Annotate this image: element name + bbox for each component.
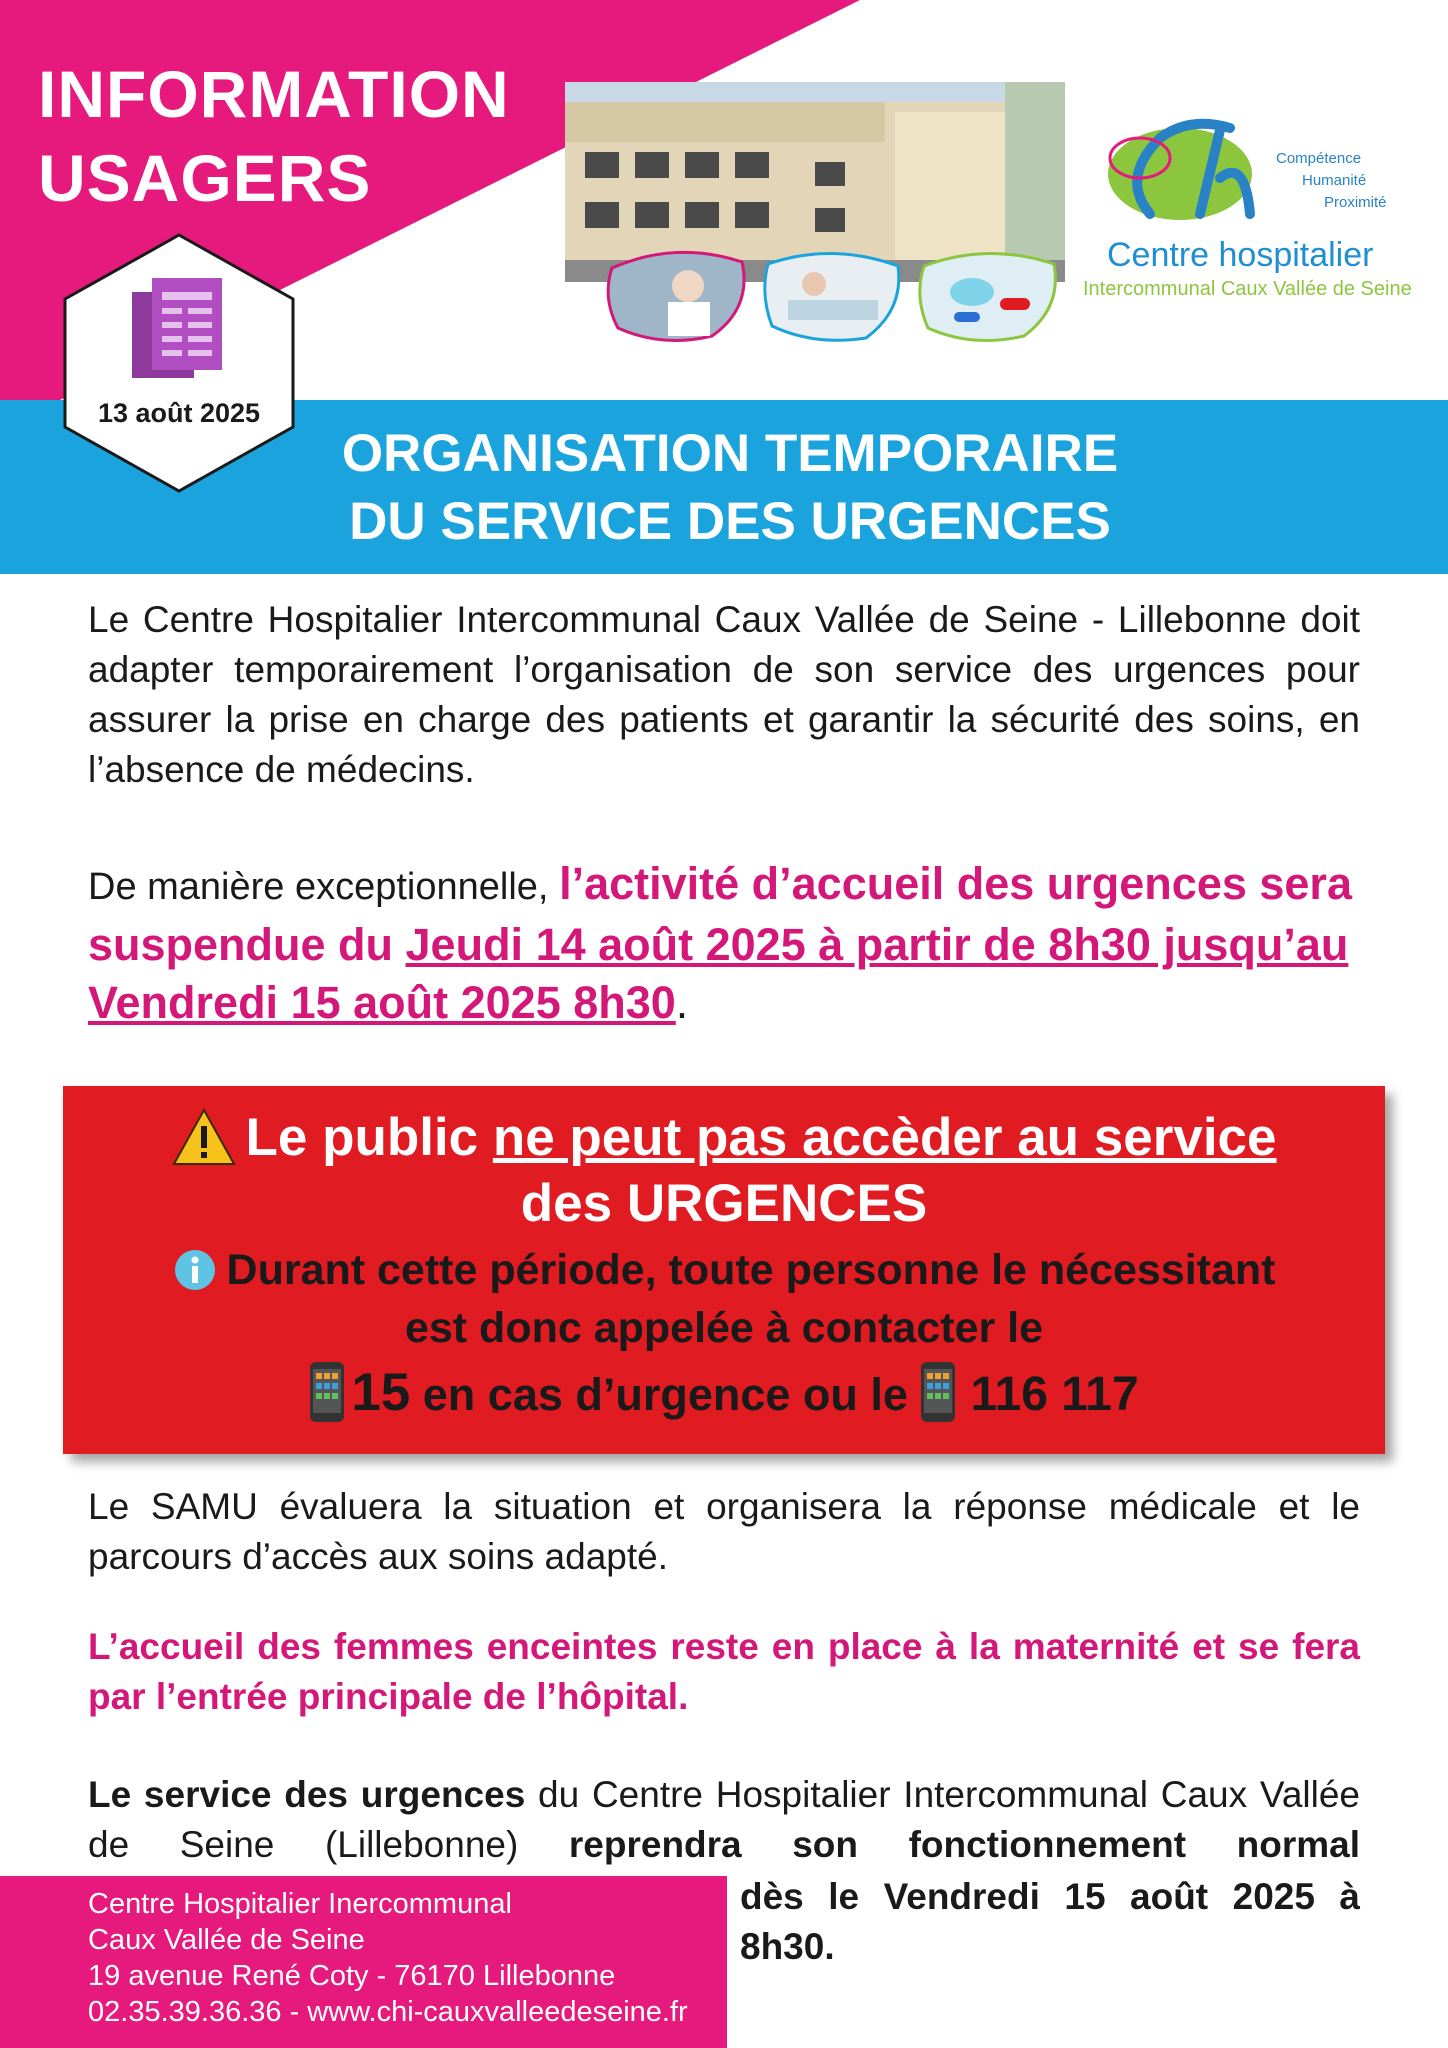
footer-line-2: Caux Vallée de Seine xyxy=(88,1924,365,1956)
alert-line-3 xyxy=(63,1242,1385,1298)
footer-address xyxy=(0,1876,727,2048)
alert-period-text: Durant cette période, toute personne le nécessitant xyxy=(226,1246,1276,1294)
phone-number-116117: 116 117 xyxy=(970,1368,1139,1421)
suspension-suffix: . xyxy=(675,977,689,1028)
alert-box xyxy=(63,1086,1385,1454)
patient-room-photo xyxy=(758,248,906,344)
suspension-prefix: De manière exceptionnelle, xyxy=(88,866,560,908)
closing-date: dès le Vendredi 15 août 2025 à 8h30. xyxy=(740,1876,1360,1967)
alert-or-text: en cas d’urgence ou le xyxy=(410,1369,921,1420)
medicine-pills-photo xyxy=(914,248,1062,344)
page-title-line-1: ORGANISATION TEMPORAIRE xyxy=(341,424,1119,483)
alert-line-5 xyxy=(63,1358,1385,1430)
logo-tag-humanite: Humanité xyxy=(1302,172,1367,189)
footer-line-3: 19 avenue René Coty - 76170 Lillebonne xyxy=(88,1960,616,1992)
closing-service-bold: Le service des urgences xyxy=(88,1774,526,1815)
closing-paragraph xyxy=(88,1770,1360,1870)
page-title xyxy=(260,420,1200,556)
logo-name: Centre hospitalier xyxy=(1107,236,1374,274)
document-icon xyxy=(132,278,222,378)
xray-doctor-photo xyxy=(602,248,750,344)
phone-icon xyxy=(920,1361,956,1423)
alert-no-access-text: ne peut pas accèder au service xyxy=(492,1108,1277,1167)
suspension-bold: l’activité d’accueil des urgences sera suspendue du xyxy=(88,858,1352,970)
suspension-paragraph xyxy=(88,855,1360,1032)
footer-line-1: Centre Hospitalier Inercommunal xyxy=(88,1888,512,1920)
logo-subtitle: Intercommunal Caux Vallée de Seine xyxy=(1083,278,1412,300)
maternity-paragraph: L’accueil des femmes enceintes reste en place à la maternité et se fera par l’entrée principale de l’hôpital. xyxy=(88,1626,1360,1717)
phone-icon xyxy=(309,1361,345,1423)
alert-line-4: est donc appelée à contacter le xyxy=(404,1304,1044,1352)
alert-line-1 xyxy=(63,1106,1385,1170)
closing-resume-bold: reprendra son fonctionnement normal xyxy=(568,1824,1360,1865)
alert-line-2: des URGENCES xyxy=(520,1174,928,1233)
footer-line-4: 02.35.39.36.36 - www.chi-cauxvalleedeseine.fr xyxy=(88,1996,688,2028)
publication-date: 13 août 2025 xyxy=(97,398,261,428)
info-icon xyxy=(173,1248,217,1292)
alert-public-text: Le public xyxy=(245,1108,493,1167)
samu-paragraph: Le SAMU évaluera la situation et organisera la réponse médicale et le parcours d’accès aux soins adapté. xyxy=(88,1486,1360,1577)
logo-tag-competence: Compétence xyxy=(1276,150,1362,167)
warning-icon xyxy=(172,1108,236,1166)
closing-hospital-text: du Centre Hospitalier Intercommunal Caux Vallée de Seine (Lillebonne) xyxy=(88,1774,1360,1865)
info-usagers-title xyxy=(38,52,510,220)
date-badge xyxy=(62,232,296,494)
logo-tag-proximite: Proximité xyxy=(1324,194,1387,211)
phone-number-15: 15 xyxy=(351,1363,411,1422)
info-line-2: USAGERS xyxy=(38,141,372,215)
suspension-dates: Jeudi 14 août 2025 à partir de 8h30 jusqu’au Vendredi 15 août 2025 8h30 xyxy=(88,919,1349,1028)
intro-paragraph: Le Centre Hospitalier Intercommunal Caux Vallée de Seine - Lillebonne doit adapter temporairement l’organisation de son service des urgences pour assurer la prise en charge des patients et garantir la sécurité des soins, en l’absence de médecins. xyxy=(88,599,1360,790)
info-line-1: INFORMATION xyxy=(38,57,510,131)
page-title-line-2: DU SERVICE DES URGENCES xyxy=(349,492,1111,551)
